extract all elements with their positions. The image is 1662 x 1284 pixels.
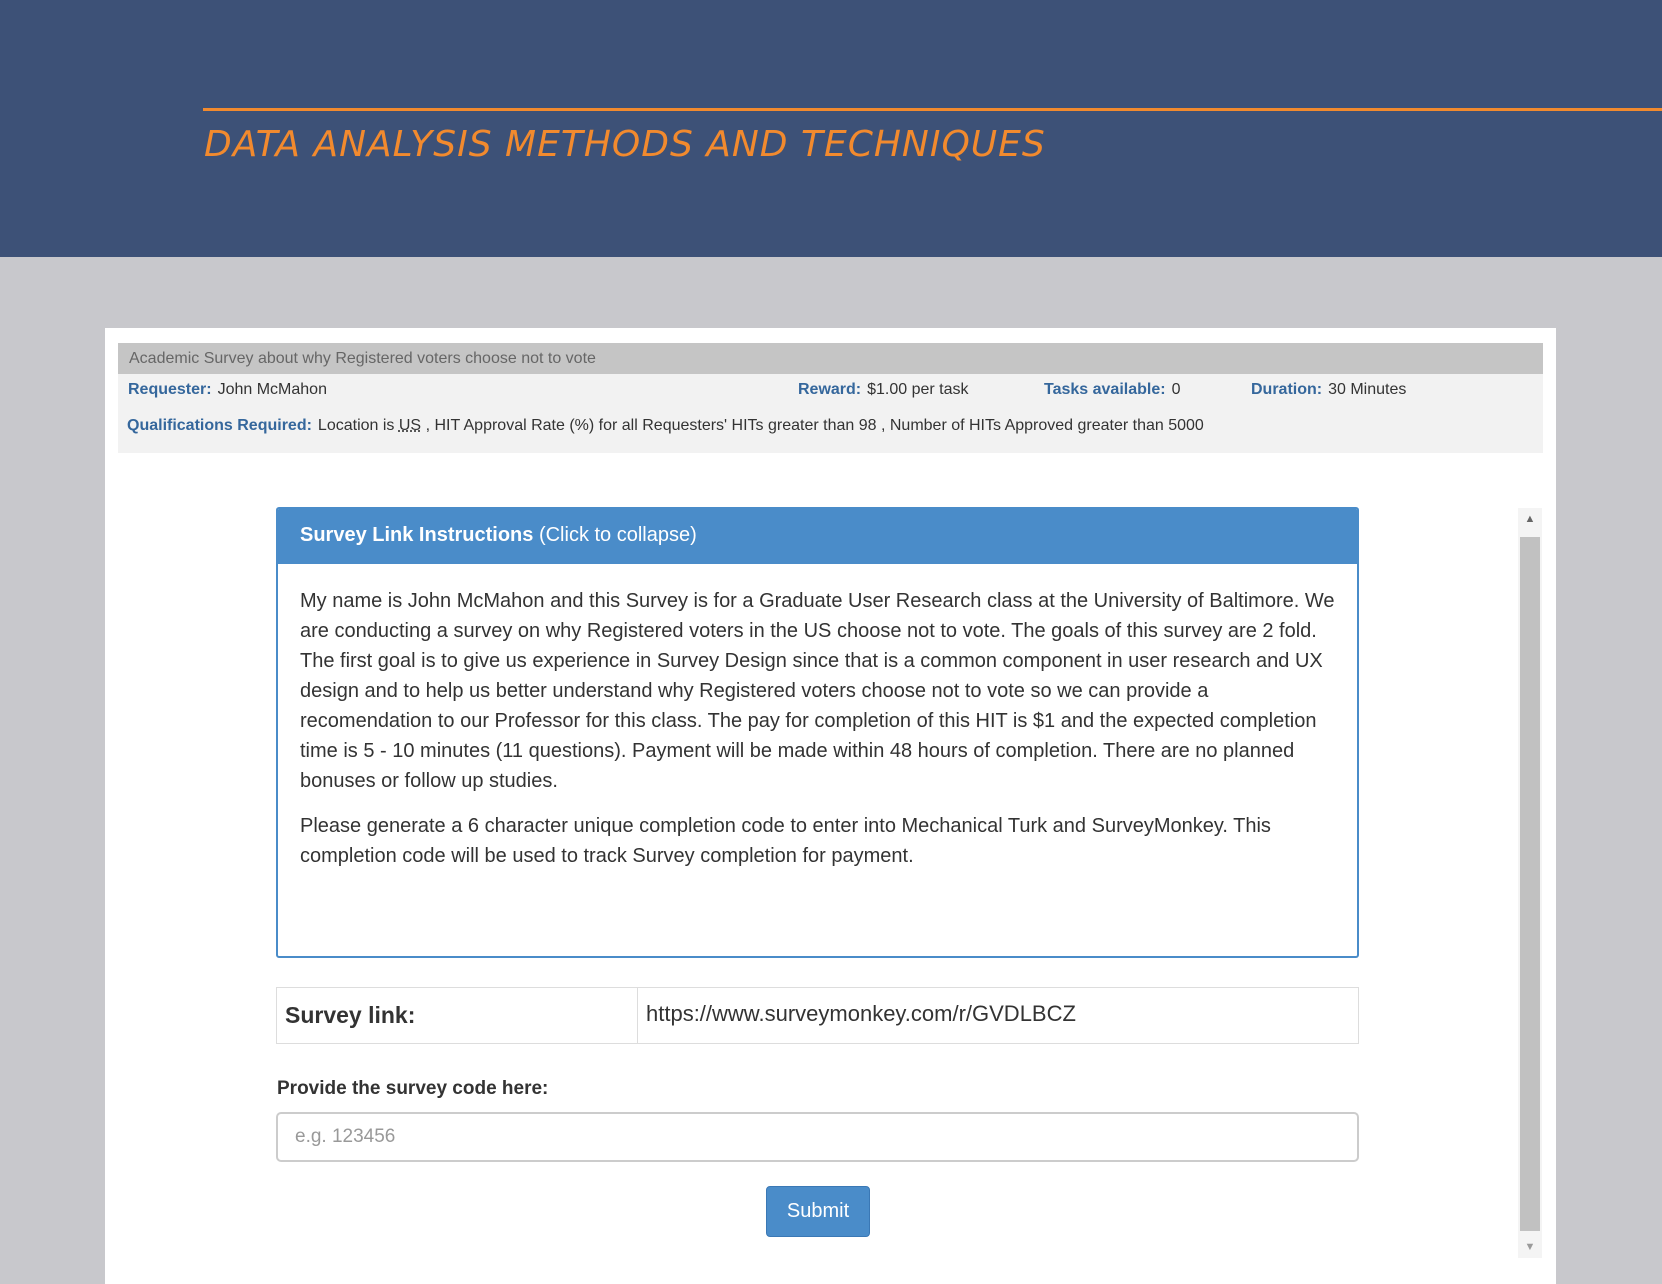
instructions-heading: Survey Link Instructions xyxy=(300,524,534,546)
collapse-hint: (Click to collapse) xyxy=(538,524,697,546)
survey-link[interactable]: https://www.surveymonkey.com/r/GVDLBCZ xyxy=(646,1001,1076,1026)
tasks-available-label: Tasks available: xyxy=(1044,381,1166,398)
instructions-paragraph: Please generate a 6 character unique completion code to enter into Mechanical Turk and SurveyMonkey. This completion code will be used to track Survey completion for payment. xyxy=(300,815,1271,867)
instructions-toggle[interactable] xyxy=(278,509,1357,564)
qualification-rest: , HIT Approval Rate (%) for all Requesters' HITs greater than 98 , Number of HITs Approved greater than 5000 xyxy=(425,417,1204,434)
qualifications-field xyxy=(127,417,1204,435)
instructions-body xyxy=(278,564,1357,871)
qualification-prefix: Location is xyxy=(317,417,395,434)
survey-code-label: Provide the survey code here: xyxy=(277,1078,549,1099)
duration-value: 30 Minutes xyxy=(1328,381,1407,398)
banner-title: DATA ANALYSIS METHODS AND TECHNIQUES xyxy=(204,124,1046,165)
survey-code-input[interactable] xyxy=(276,1112,1359,1162)
banner-accent-line xyxy=(203,108,1662,111)
submit-button[interactable]: Submit xyxy=(766,1186,870,1237)
qualifications-label: Qualifications Required: xyxy=(127,417,312,434)
hit-details xyxy=(118,343,1543,453)
instructions-paragraph: My name is John McMahon and this Survey is for a Graduate User Research class at the University of Baltimore. We are conducting a survey on why Registered voters in the US choose not to vote. The goals of this survey are 2 fold. The first goal is to give us experience in Survey Design since that is a common component in user research and UX design and to help us better understand why Registered voters choose not to vote so we can provide a recomendation to our Professor for this class. The pay for completion of this HIT is $1 and the expected completion time is 5 - 10 minutes (11 questions). Payment will be made within 48 hours of completion. There are no planned bonuses or follow up studies. xyxy=(300,590,1335,792)
requester-label: Requester: xyxy=(128,381,212,398)
reward-field xyxy=(798,381,969,399)
hit-title: Academic Survey about why Registered voters choose not to vote xyxy=(118,343,1543,374)
reward-value: $1.00 per task xyxy=(867,381,969,398)
hit-panel xyxy=(105,328,1556,1284)
survey-link-label: Survey link: xyxy=(277,988,638,1043)
tasks-available-field xyxy=(1044,381,1180,399)
requester-value: John McMahon xyxy=(217,381,327,398)
duration-field xyxy=(1251,381,1406,399)
requester-field xyxy=(128,381,327,399)
tasks-available-value: 0 xyxy=(1171,381,1181,398)
duration-label: Duration: xyxy=(1251,381,1323,398)
scroll-down-icon[interactable]: ▼ xyxy=(1524,1241,1536,1253)
reward-label: Reward: xyxy=(798,381,862,398)
scroll-thumb[interactable] xyxy=(1520,537,1540,1231)
survey-link-table xyxy=(276,987,1359,1044)
qualification-location: US xyxy=(398,417,422,434)
scroll-up-icon[interactable]: ▲ xyxy=(1524,513,1536,525)
vertical-scrollbar[interactable] xyxy=(1518,508,1542,1258)
instructions-panel xyxy=(276,507,1359,958)
header-banner xyxy=(0,0,1662,257)
